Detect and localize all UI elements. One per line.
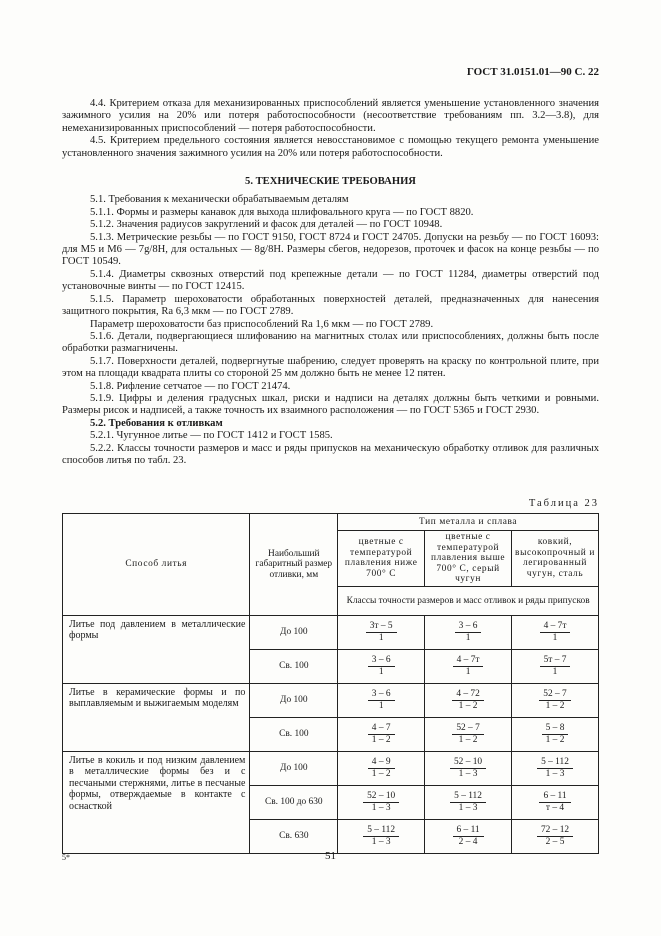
casting-accuracy-table bbox=[62, 513, 599, 854]
class-cell bbox=[425, 819, 512, 853]
accuracy-class: 3 – 6 bbox=[368, 689, 395, 701]
allowance-series: 1 bbox=[465, 666, 471, 677]
class-cell bbox=[512, 717, 599, 751]
accuracy-class: 6 – 11 bbox=[453, 825, 484, 837]
class-cell bbox=[338, 717, 425, 751]
class-cell bbox=[512, 751, 599, 785]
allowance-series: 1 – 3 bbox=[371, 836, 391, 847]
header-classes: Классы точности размеров и масс отливок и ряды припусков bbox=[338, 586, 599, 615]
class-fraction bbox=[453, 825, 484, 847]
allowance-series: 1 – 2 bbox=[545, 734, 565, 745]
accuracy-class: 4 – 72 bbox=[452, 689, 483, 701]
page-header: ГОСТ 31.0151.01—90 С. 22 bbox=[466, 66, 599, 78]
class-fraction bbox=[366, 621, 397, 643]
class-fraction bbox=[452, 689, 483, 711]
class-fraction bbox=[363, 791, 399, 813]
allowance-series: 2 – 4 bbox=[458, 836, 478, 847]
allowance-series: 1 bbox=[465, 632, 471, 643]
allowance-series: 1 – 3 bbox=[545, 768, 565, 779]
class-cell bbox=[512, 683, 599, 717]
allowance-series: 1 bbox=[378, 700, 384, 711]
paragraph: 4.5. Критерием предельного состояния является невосстановимое с помощью текущего ремонта уменьшение установленного значения зажимного усилия на 20% или потеря работоспособности. bbox=[62, 135, 599, 159]
subsection-title: 5.2. Требования к отливкам bbox=[90, 417, 223, 429]
allowance-series: т – 4 bbox=[545, 802, 565, 813]
class-cell bbox=[425, 751, 512, 785]
class-fraction bbox=[537, 825, 573, 847]
accuracy-class: 5 – 112 bbox=[537, 757, 573, 769]
table-row bbox=[63, 751, 599, 785]
accuracy-class: 6 – 11 bbox=[539, 791, 570, 803]
paragraph: 5.1.9. Цифры и деления градусных шкал, риски и надписи на деталях должны быть четкими и ровными. Размеры рисок и надписей, а также точность их взаимного расположения — по ГОСТ 5365 и ГОСТ 2930. bbox=[62, 392, 599, 417]
paragraph: 5.2.1. Чугунное литье — по ГОСТ 1412 и ГОСТ 1585. bbox=[90, 430, 333, 442]
class-fraction bbox=[450, 757, 486, 779]
header-method: Способ литья bbox=[63, 514, 250, 616]
size-cell: Св. 100 до 630 bbox=[250, 785, 338, 819]
class-cell bbox=[512, 615, 599, 649]
footer-mark: 5* bbox=[62, 853, 70, 862]
body-text bbox=[62, 98, 599, 467]
allowance-series: 1 bbox=[378, 632, 384, 643]
class-fraction bbox=[540, 655, 571, 677]
allowance-series: 2 – 5 bbox=[545, 836, 565, 847]
header-size: Наибольший габаритный размер отливки, мм bbox=[250, 514, 338, 616]
class-cell bbox=[338, 683, 425, 717]
accuracy-class: 4 – 7т bbox=[540, 621, 571, 633]
header-col3: ковкий, высокопрочный и легированный чугун, сталь bbox=[512, 531, 599, 587]
allowance-series: 1 bbox=[378, 666, 384, 677]
allowance-series: 1 bbox=[552, 632, 558, 643]
allowance-series: 1 – 3 bbox=[458, 802, 478, 813]
paragraph: 5.1.4. Диаметры сквозных отверстий под крепежные детали — по ГОСТ 11284, диаметры отверстий под установочные винты — по ГОСТ 12415. bbox=[62, 268, 599, 293]
paragraph: 5.1.1. Формы и размеры канавок для выхода шлифовального круга — по ГОСТ 8820. bbox=[90, 206, 474, 218]
size-cell: До 100 bbox=[250, 751, 338, 785]
class-fraction bbox=[539, 791, 570, 813]
paragraph: Параметр шероховатости баз приспособлений Ra 1,6 мкм — по ГОСТ 2789. bbox=[90, 318, 434, 330]
size-cell: Св. 100 bbox=[250, 649, 338, 683]
accuracy-class: 3т – 5 bbox=[366, 621, 397, 633]
paragraph: 5.1.3. Метрические резьбы — по ГОСТ 9150, ГОСТ 8724 и ГОСТ 24705. Допуски на резьбу — по ГОСТ 16093: для М5 и М6 — 7g/8H, для остальных — 8g/8H. Размеры сбегов, недорезов, проточек и фасок на конце резьбы — по ГОСТ 10549. bbox=[62, 231, 599, 268]
allowance-series: 1 – 2 bbox=[371, 734, 391, 745]
allowance-series: 1 – 2 bbox=[371, 768, 391, 779]
paragraph: 5.1.7. Поверхности деталей, подвергнутые шабрению, следует проверять на краску по контрольной плите, при этом на площади квадрата плиты со стороной 25 мм должно быть не менее 12 пятен. bbox=[62, 355, 599, 380]
class-fraction bbox=[537, 757, 573, 779]
paragraph: 5.2.2. Классы точности размеров и масс и ряды припусков на механическую обработку отливок для различных способов литья по табл. 23. bbox=[62, 442, 599, 466]
class-fraction bbox=[452, 723, 483, 745]
class-cell bbox=[338, 615, 425, 649]
class-cell bbox=[425, 785, 512, 819]
class-cell bbox=[512, 649, 599, 683]
section-title: 5. ТЕХНИЧЕСКИЕ ТРЕБОВАНИЯ bbox=[245, 176, 416, 188]
class-fraction bbox=[542, 723, 569, 745]
page-number: 51 bbox=[325, 850, 336, 862]
class-fraction bbox=[455, 621, 482, 643]
class-fraction bbox=[363, 825, 399, 847]
class-cell bbox=[512, 819, 599, 853]
class-fraction bbox=[368, 757, 395, 779]
accuracy-class: 3 – 6 bbox=[368, 655, 395, 667]
size-cell: До 100 bbox=[250, 683, 338, 717]
allowance-series: 1 – 3 bbox=[371, 802, 391, 813]
table-row bbox=[63, 615, 599, 649]
paragraph: 5.1.6. Детали, подвергающиеся шлифованию на магнитных столах или приспособлениях, должны быть после обработки размагничены. bbox=[62, 330, 599, 355]
casting-method: Литье в кокиль и под низким давлением в металлические формы без и с песчаными стержнями, литье в песчаные формы, отверждаемые в контакте с оснасткой bbox=[63, 751, 250, 853]
accuracy-class: 5 – 8 bbox=[542, 723, 569, 735]
casting-method: Литье в керамические формы и по выплавляемым и выжигаемым моделям bbox=[63, 683, 250, 751]
allowance-series: 1 bbox=[552, 666, 558, 677]
allowance-series: 1 – 2 bbox=[458, 700, 478, 711]
class-fraction bbox=[368, 655, 395, 677]
class-cell bbox=[425, 649, 512, 683]
table-row bbox=[63, 683, 599, 717]
class-cell bbox=[338, 751, 425, 785]
header-col1: цветные с температурой плавления ниже 700° С bbox=[338, 531, 425, 587]
allowance-series: 1 – 2 bbox=[545, 700, 565, 711]
header-metal-type: Тип металла и сплава bbox=[338, 514, 599, 531]
class-fraction bbox=[368, 689, 395, 711]
paragraph: 5.1.2. Значения радиусов закруглений и фасок для деталей — по ГОСТ 10948. bbox=[90, 219, 443, 231]
paragraph: 4.4. Критерием отказа для механизированных приспособлений является уменьшение установленного значения зажимного усилия на 20% или потеря работоспособности (несоответствие требованиям пп. 3.2—3.8), для немеханизированных приспособлений — потеря работоспособности. bbox=[62, 98, 599, 134]
accuracy-class: 5 – 112 bbox=[363, 825, 399, 837]
class-fraction bbox=[539, 689, 570, 711]
class-fraction bbox=[453, 655, 484, 677]
class-fraction bbox=[540, 621, 571, 643]
size-cell: Св. 100 bbox=[250, 717, 338, 751]
size-cell: До 100 bbox=[250, 615, 338, 649]
class-cell bbox=[338, 819, 425, 853]
accuracy-class: 52 – 10 bbox=[363, 791, 399, 803]
class-cell bbox=[512, 785, 599, 819]
class-fraction bbox=[450, 791, 486, 813]
casting-method: Литье под давлением в металлические формы bbox=[63, 615, 250, 683]
accuracy-class: 5т – 7 bbox=[540, 655, 571, 667]
accuracy-class: 72 – 12 bbox=[537, 825, 573, 837]
class-fraction bbox=[368, 723, 395, 745]
accuracy-class: 52 – 7 bbox=[452, 723, 483, 735]
accuracy-class: 52 – 7 bbox=[539, 689, 570, 701]
accuracy-class: 3 – 6 bbox=[455, 621, 482, 633]
accuracy-class: 4 – 7т bbox=[453, 655, 484, 667]
class-cell bbox=[425, 615, 512, 649]
header-col2: цветные с температурой плавления выше 700° С, серый чугун bbox=[425, 531, 512, 587]
allowance-series: 1 – 2 bbox=[458, 734, 478, 745]
accuracy-class: 5 – 112 bbox=[450, 791, 486, 803]
table-caption: Таблица 23 bbox=[528, 498, 599, 509]
accuracy-class: 52 – 10 bbox=[450, 757, 486, 769]
class-cell bbox=[425, 683, 512, 717]
paragraph: 5.1. Требования к механически обрабатываемым деталям bbox=[90, 194, 349, 206]
paragraph: 5.1.5. Параметр шероховатости обработанных поверхностей деталей, предназначенных для нанесения защитного покрытия, Ra 6,3 мкм — по ГОСТ 2789. bbox=[62, 293, 599, 318]
accuracy-class: 4 – 9 bbox=[368, 757, 395, 769]
paragraph: 5.1.8. Рифление сетчатое — по ГОСТ 21474. bbox=[90, 380, 291, 392]
allowance-series: 1 – 3 bbox=[458, 768, 478, 779]
class-cell bbox=[338, 649, 425, 683]
accuracy-class: 4 – 7 bbox=[368, 723, 395, 735]
size-cell: Св. 630 bbox=[250, 819, 338, 853]
class-cell bbox=[425, 717, 512, 751]
class-cell bbox=[338, 785, 425, 819]
